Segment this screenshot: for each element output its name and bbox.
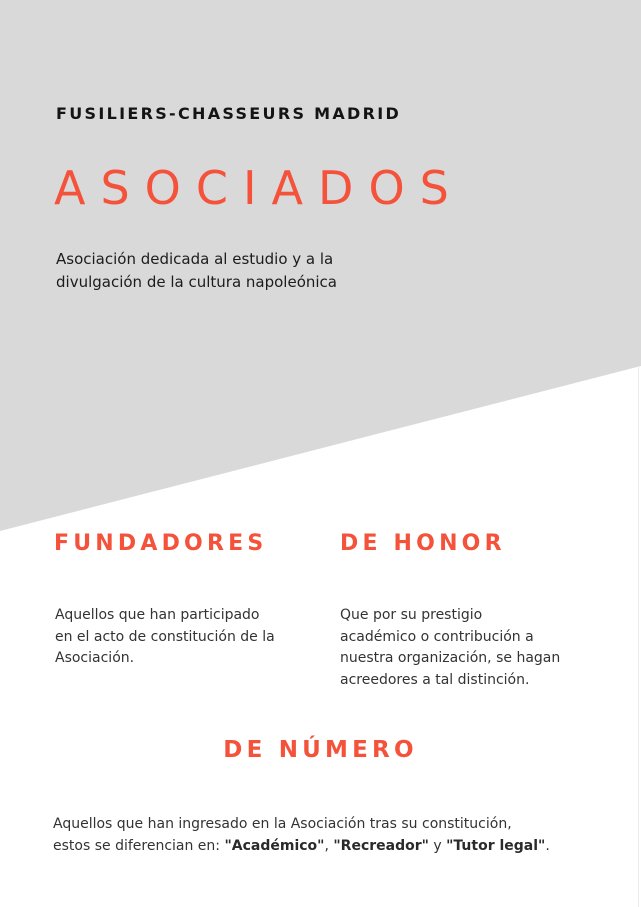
- separator: y: [428, 838, 447, 854]
- separator: ,: [324, 838, 334, 854]
- member-type-academico: "Académico": [224, 838, 325, 854]
- de-honor-heading: DE HONOR: [340, 531, 506, 556]
- de-numero-line: Aquellos que han ingresado en la Asociación tras su constitución,: [53, 816, 512, 832]
- de-numero-description: [53, 813, 550, 857]
- member-type-recreador: "Recreador": [333, 838, 429, 854]
- fundadores-line: Aquellos que han participado: [55, 607, 260, 623]
- member-type-tutor-legal: "Tutor legal": [446, 838, 546, 854]
- de-numero-heading: DE NÚMERO: [223, 737, 418, 763]
- subtitle-line: divulgación de la cultura napoleónica: [56, 273, 337, 291]
- period: .: [545, 838, 550, 854]
- fundadores-line: en el acto de constitución de la: [55, 628, 275, 645]
- organization-name: FUSILIERS-CHASSEURS MADRID: [56, 104, 402, 123]
- de-honor-line: académico o contribución a: [340, 628, 534, 645]
- subtitle: [56, 248, 456, 294]
- de-honor-line: acreedores a tal distinción.: [340, 671, 530, 688]
- fundadores-line: Asociación.: [55, 650, 135, 667]
- fundadores-description: [55, 605, 275, 670]
- de-honor-description: [340, 605, 560, 691]
- fundadores-heading: FUNDADORES: [54, 531, 268, 556]
- de-numero-line: [53, 835, 550, 857]
- de-honor-line: Que por su prestigio: [340, 607, 483, 623]
- de-honor-line: nuestra organización, se hagan: [340, 650, 561, 667]
- de-numero-prefix: estos se diferencian en:: [53, 838, 225, 854]
- page-title: ASOCIADOS: [54, 161, 464, 215]
- subtitle-line: Asociación dedicada al estudio y a la: [56, 250, 334, 268]
